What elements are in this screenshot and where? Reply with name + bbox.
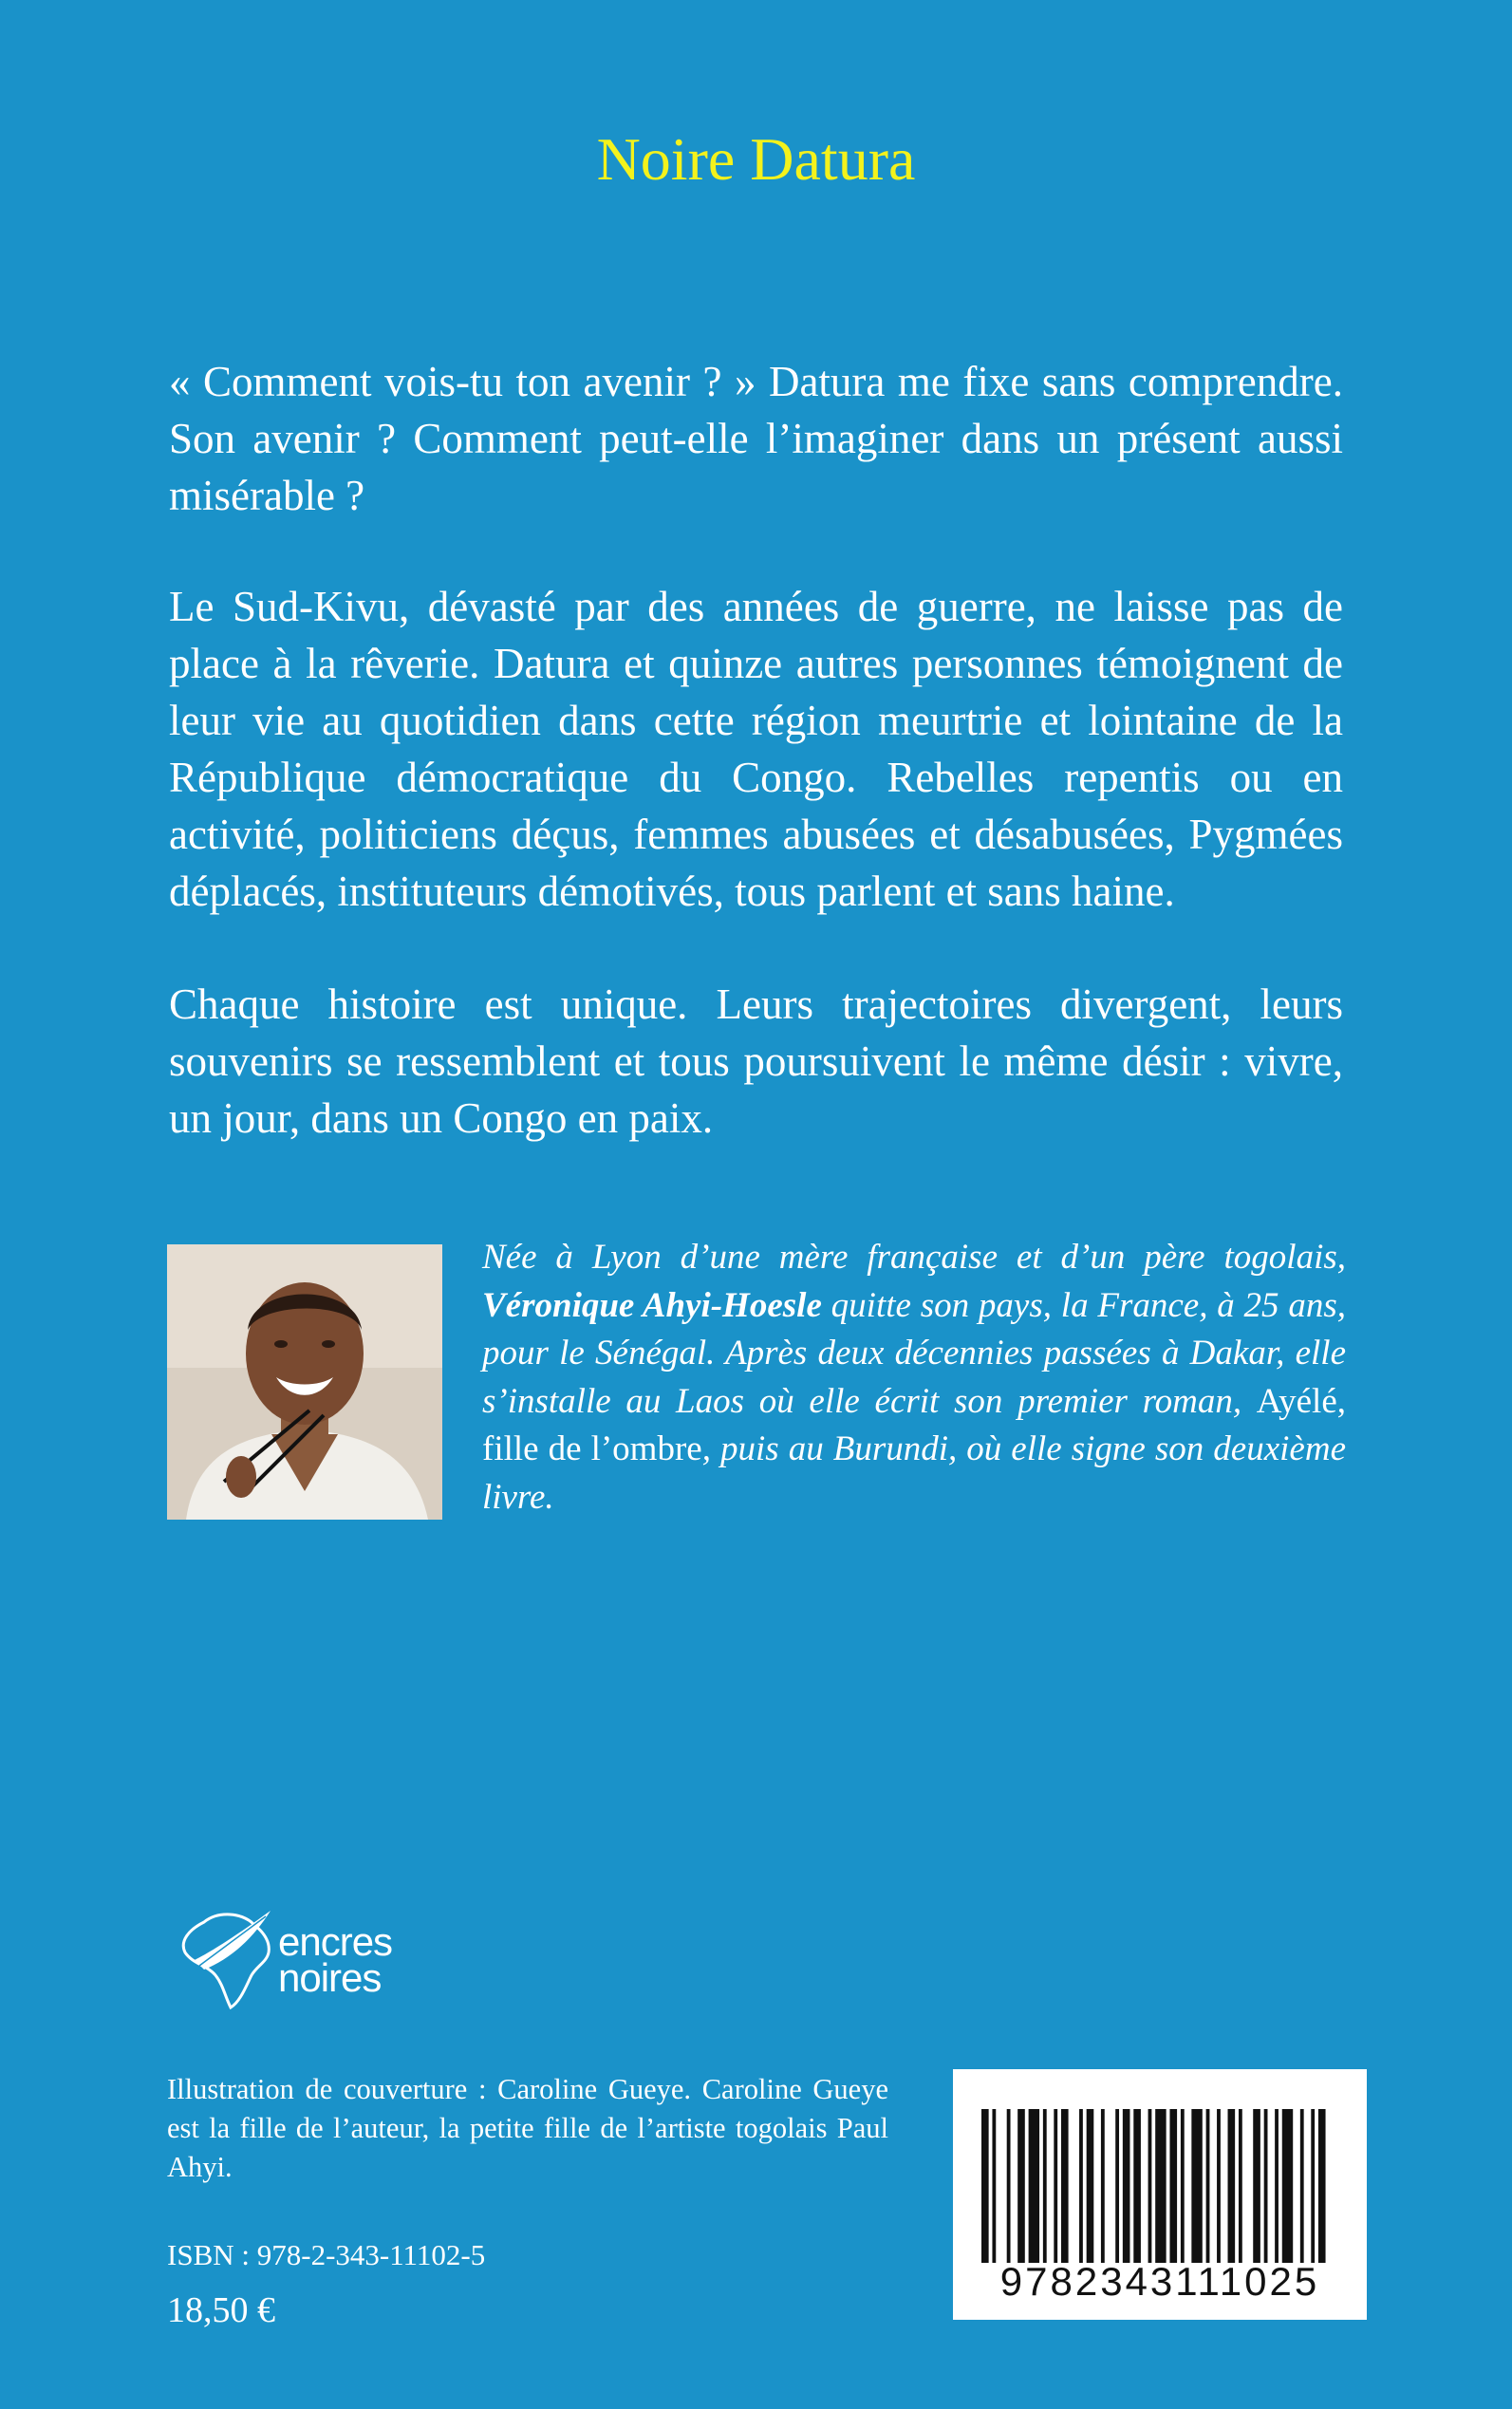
barcode-stripe <box>1043 2109 1047 2263</box>
barcode-stripe <box>1300 2109 1304 2263</box>
barcode-stripe <box>1087 2109 1094 2263</box>
barcode-stripe <box>1228 2109 1236 2263</box>
publisher-logo <box>176 1903 441 2017</box>
barcode-stripe <box>1133 2109 1141 2263</box>
previous-book-title: Ayélé, fille de l’ombre <box>482 1381 1346 1468</box>
barcode-stripe <box>1155 2109 1166 2263</box>
barcode-stripe <box>992 2109 996 2263</box>
barcode-stripe <box>1148 2109 1152 2263</box>
africa-feather-icon <box>176 1903 289 2017</box>
barcode-stripe <box>1217 2109 1221 2263</box>
barcode-stripe <box>1253 2109 1260 2263</box>
bio-text-1: Née à Lyon d’une mère française et d’un père togolais, <box>482 1238 1346 1277</box>
barcode-stripe <box>1191 2109 1202 2263</box>
blurb-paragraph-1: « Comment vois-tu ton avenir ? » Datura me fixe sans comprendre. Son avenir ? Comment peut-elle l’imaginer dans un présent aussi misérable ? <box>169 358 1343 519</box>
barcode-stripe <box>1079 2109 1083 2263</box>
publisher-name-line-2: noires <box>278 1955 382 2000</box>
publisher-name-line-1: encres <box>278 1919 393 1964</box>
barcode <box>953 2069 1367 2320</box>
blurb-paragraph-2: Le Sud-Kivu, dévasté par des années de guerre, ne laisse pas de place à la rêverie. Datura et quinze autres personnes témoignent de leur vie au quotidien dans cette région meurtrie et lointaine de la République démocratique du Congo. Rebelles repentis ou en activité, politiciens déçus, femmes abusées et désabusées, Pygmées déplacés, instituteurs démotivés, tous parlent et sans haine. <box>169 583 1343 915</box>
barcode-stripe <box>1206 2109 1210 2263</box>
book-title: Noire Datura <box>596 125 916 193</box>
barcode-stripe <box>1311 2109 1315 2263</box>
barcode-stripe <box>1017 2109 1025 2263</box>
barcode-stripe <box>1181 2109 1185 2263</box>
barcode-stripe <box>1282 2109 1293 2263</box>
barcode-stripe <box>1101 2109 1105 2263</box>
bio-text-3: , puis au Burundi, où elle signe son deuxième livre. <box>482 1429 1346 1517</box>
barcode-stripe <box>1318 2109 1326 2263</box>
barcode-stripe <box>1054 2109 1057 2263</box>
author-name: Véronique Ahyi-Hoesle <box>482 1285 822 1325</box>
blurb-paragraph-3: Chaque histoire est unique. Leurs trajectoires divergent, leurs souvenirs se ressemblent et tous poursuivent le même désir : vivre, un jour, dans un Congo en paix. <box>169 980 1343 1142</box>
barcode-number: 9782343111025 <box>999 2259 1320 2304</box>
barcode-bars <box>981 2109 1336 2263</box>
barcode-stripe <box>1061 2109 1069 2263</box>
author-photo <box>167 1244 442 1520</box>
price: 18,50 € <box>167 2290 275 2330</box>
barcode-stripe <box>1029 2109 1039 2263</box>
barcode-stripe <box>1264 2109 1268 2263</box>
bio-text-2: quitte son pays, la France, à 25 ans, pour le Sénégal. Après deux décennies passées à Dakar, elle s’installe au Laos où elle écrit son premier roman, <box>482 1285 1346 1421</box>
author-bio <box>482 1234 1346 1522</box>
cover-credit: Illustration de couverture : Caroline Gueye. Caroline Gueye est la fille de l’auteur, la petite fille de l’artiste togolais Paul Ahyi. <box>167 2073 888 2183</box>
barcode-stripe <box>1123 2109 1130 2263</box>
barcode-stripe <box>1169 2109 1177 2263</box>
isbn: ISBN : 978-2-343-11102-5 <box>167 2238 486 2271</box>
barcode-stripe <box>981 2109 989 2263</box>
barcode-stripe <box>1115 2109 1119 2263</box>
barcode-stripe <box>1007 2109 1011 2263</box>
barcode-stripe <box>1239 2109 1242 2263</box>
barcode-stripe <box>1275 2109 1279 2263</box>
